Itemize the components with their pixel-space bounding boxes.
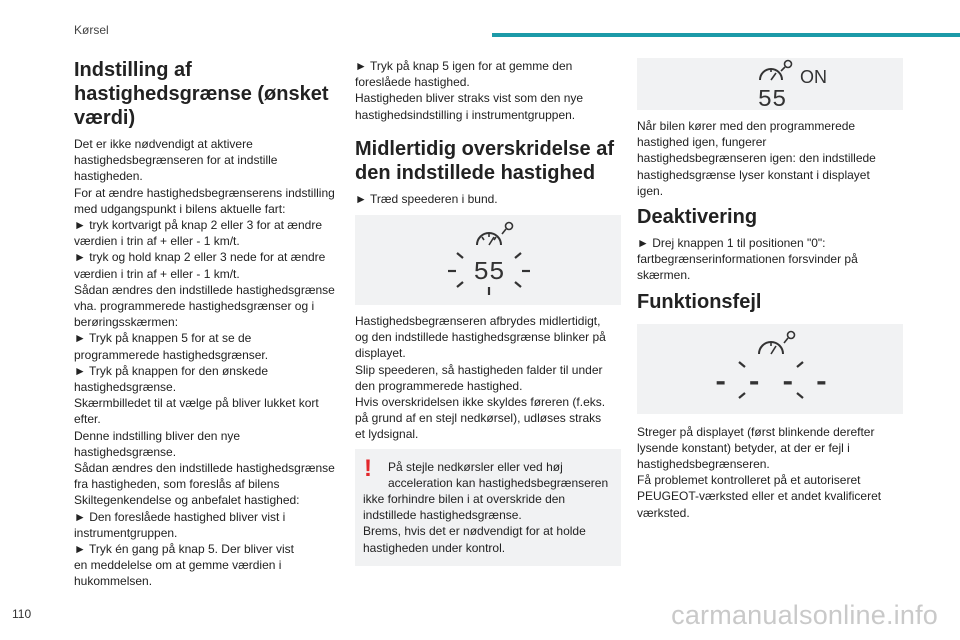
body-text-line: hastighedsindstilling i instrumentgruppen. bbox=[355, 107, 576, 122]
body-text-line: Streger på displayet (først blinkende derefter bbox=[637, 424, 875, 439]
body-text-line: Når bilen kører med den programmerede bbox=[637, 119, 856, 133]
body-text-line: Få problemet kontrolleret på et autoriseret bbox=[637, 473, 861, 488]
step-press-accelerator: ► Træd speederen i bund. bbox=[355, 191, 498, 206]
body-text-line: programmerede hastighedsgrænser. bbox=[74, 347, 269, 362]
body-text-line: ► Tryk på knappen 5 for at se de bbox=[74, 331, 252, 346]
page-number: 110 bbox=[12, 607, 32, 621]
warning-text-line: ikke forhindre bilen i at overskride den bbox=[363, 492, 566, 507]
column-3 bbox=[637, 58, 903, 521]
warning-text-line: hastigheden under kontrol. bbox=[363, 540, 506, 555]
heading-set-speed-limit: Indstilling af hastighedsgrænse (ønsket værdi) bbox=[74, 59, 329, 129]
body-text-line: på grund af en stejl nedkørsel), udløses straks bbox=[355, 411, 602, 426]
speed-limiter-fault-figure bbox=[637, 324, 903, 414]
body-text-line: og den indstillede hastighedsgrænse blinker på bbox=[355, 330, 606, 345]
on-label-text: ON bbox=[800, 67, 827, 87]
speed-limiter-blinking-figure bbox=[355, 215, 621, 305]
body-text-line: skærmen. bbox=[637, 268, 691, 283]
body-text-line: Sådan ændres den indstillede hastighedsgrænse bbox=[74, 461, 335, 476]
body-text-line: Skærmbilledet til at vælge på bliver lukket kort bbox=[74, 396, 319, 411]
body-text-line: ► tryk kortvarigt på knap 2 eller 3 for at ændre bbox=[74, 218, 322, 233]
body-text-line: Hvis overskridelsen ikke skyldes føreren (f.eks. bbox=[355, 395, 606, 410]
col3-fault-text bbox=[637, 424, 903, 521]
body-text-line: værksted. bbox=[637, 505, 690, 520]
heading-malfunction: Funktionsfejl bbox=[637, 290, 762, 313]
body-text-line: foreslåede hastighed. bbox=[355, 75, 470, 90]
speed-limiter-on-icon bbox=[637, 58, 903, 110]
body-text-line: hukommelsen. bbox=[74, 574, 153, 589]
body-text-line: en meddelelse om at gemme værdien i bbox=[74, 558, 282, 573]
body-text-line: Det er ikke nødvendigt at aktivere bbox=[74, 137, 253, 151]
body-text-line: Denne indstilling bliver den nye bbox=[74, 428, 241, 443]
warning-text-line: På stejle nedkørsler eller ved høj bbox=[388, 459, 563, 474]
body-text-line: hastighedsgrænse. bbox=[74, 444, 177, 459]
body-text-line: hastighedsgrænse. bbox=[74, 380, 177, 395]
body-text-line: Slip speederen, så hastigheden falder til under bbox=[355, 362, 603, 377]
column-2 bbox=[355, 58, 621, 566]
body-text-line: berøringsskærmen: bbox=[74, 315, 179, 330]
body-text-line: hastighedsbegrænseren igen: den indstillede bbox=[637, 151, 876, 166]
col1-body bbox=[74, 136, 340, 590]
body-text-line: Hastighedsbegrænseren afbrydes midlertidigt, bbox=[355, 314, 601, 329]
body-text-line: ► Tryk én gang på knap 5. Der bliver vist bbox=[74, 542, 294, 557]
body-text-line: værdien i trin af + eller - 1 km/t. bbox=[74, 234, 240, 249]
body-text-line: hastighedsgrænse lyser konstant i displayet bbox=[637, 167, 870, 182]
heading-temporary-exceed: Midlertidig overskridelse af den indstillede hastighed bbox=[355, 137, 614, 184]
body-text-line: ► Tryk på knappen for den ønskede bbox=[74, 363, 268, 378]
body-text-line: hastigheden. bbox=[74, 169, 143, 184]
body-text-line: For at ændre hastighedsbegrænserens indstilling bbox=[74, 185, 335, 200]
body-text-line: et lydsignal. bbox=[355, 427, 419, 442]
speed-limiter-on-figure bbox=[637, 58, 903, 110]
fault-dashes-text: - - - - bbox=[712, 367, 830, 399]
set-speed-text: 55 bbox=[757, 87, 787, 110]
body-text-line: fra hastigheden, som foreslås af bilens bbox=[74, 477, 280, 492]
col2-intro bbox=[355, 58, 621, 123]
body-text-line: med udgangspunkt i bilens aktuelle fart: bbox=[74, 201, 286, 216]
header-accent-bar bbox=[492, 33, 960, 37]
body-text-line: fartbegrænserinformationen forsvinder på bbox=[637, 252, 858, 267]
body-text-line: Hastigheden bliver straks vist som den nye bbox=[355, 91, 584, 106]
body-text-line: ► Den foreslåede hastighed bliver vist i bbox=[74, 509, 286, 524]
body-text-line: efter. bbox=[74, 412, 101, 427]
body-text-line: Skiltegenkendelse og anbefalet hastighed: bbox=[74, 493, 300, 508]
header-section-label: Kørsel bbox=[74, 23, 109, 37]
body-text-line: hastighedsbegrænseren. bbox=[637, 457, 770, 472]
col3-top-text bbox=[637, 118, 903, 199]
body-text-line: instrumentgruppen. bbox=[74, 525, 178, 540]
heading-deactivation: Deaktivering bbox=[637, 206, 758, 229]
warning-text-line: Brems, hvis det er nødvendigt for at holde bbox=[363, 524, 586, 539]
warning-text-indented bbox=[363, 454, 613, 491]
warning-box bbox=[355, 449, 621, 566]
warning-text-line: acceleration kan hastighedsbegrænseren bbox=[388, 475, 609, 490]
body-text-line: hastighedsbegrænseren for at indstille bbox=[74, 153, 278, 168]
body-text-line: ► Drej knappen 1 til positionen "0": bbox=[637, 236, 826, 251]
body-text-line: PEUGEOT-værksted eller et andet kvalificeret bbox=[637, 489, 882, 504]
body-text-line: hastighed igen, fungerer bbox=[637, 135, 767, 150]
body-text-line: ► Tryk på knap 5 igen for at gemme den bbox=[355, 59, 573, 73]
warning-text bbox=[363, 491, 613, 556]
col3-deact-text bbox=[637, 235, 903, 284]
body-text-line: lysende konstant) betyder, at der er fejl i bbox=[637, 440, 850, 455]
body-text-line: værdien i trin af + eller - 1 km/t. bbox=[74, 266, 240, 281]
warning-icon: ! bbox=[364, 454, 372, 482]
body-text-line: displayet. bbox=[355, 346, 406, 361]
warning-text-line: indstillede hastighedsgrænse. bbox=[363, 508, 522, 523]
column-1 bbox=[74, 58, 340, 590]
body-text-line: Sådan ændres den indstillede hastighedsgrænse bbox=[74, 282, 335, 297]
speed-limiter-blinking-icon bbox=[355, 215, 621, 305]
body-text-line: den programmerede hastighed. bbox=[355, 378, 523, 393]
body-text-line: ► tryk og hold knap 2 eller 3 nede for at ændre bbox=[74, 250, 326, 265]
col2-after bbox=[355, 313, 621, 443]
speed-limiter-fault-icon bbox=[637, 324, 903, 414]
body-text-line: igen. bbox=[637, 183, 664, 198]
body-text-line: vha. programmerede hastighedsgrænser og i bbox=[74, 299, 315, 314]
watermark-text: carmanualsonline.info bbox=[671, 600, 938, 630]
blinking-speed-text: 55 bbox=[473, 257, 505, 288]
